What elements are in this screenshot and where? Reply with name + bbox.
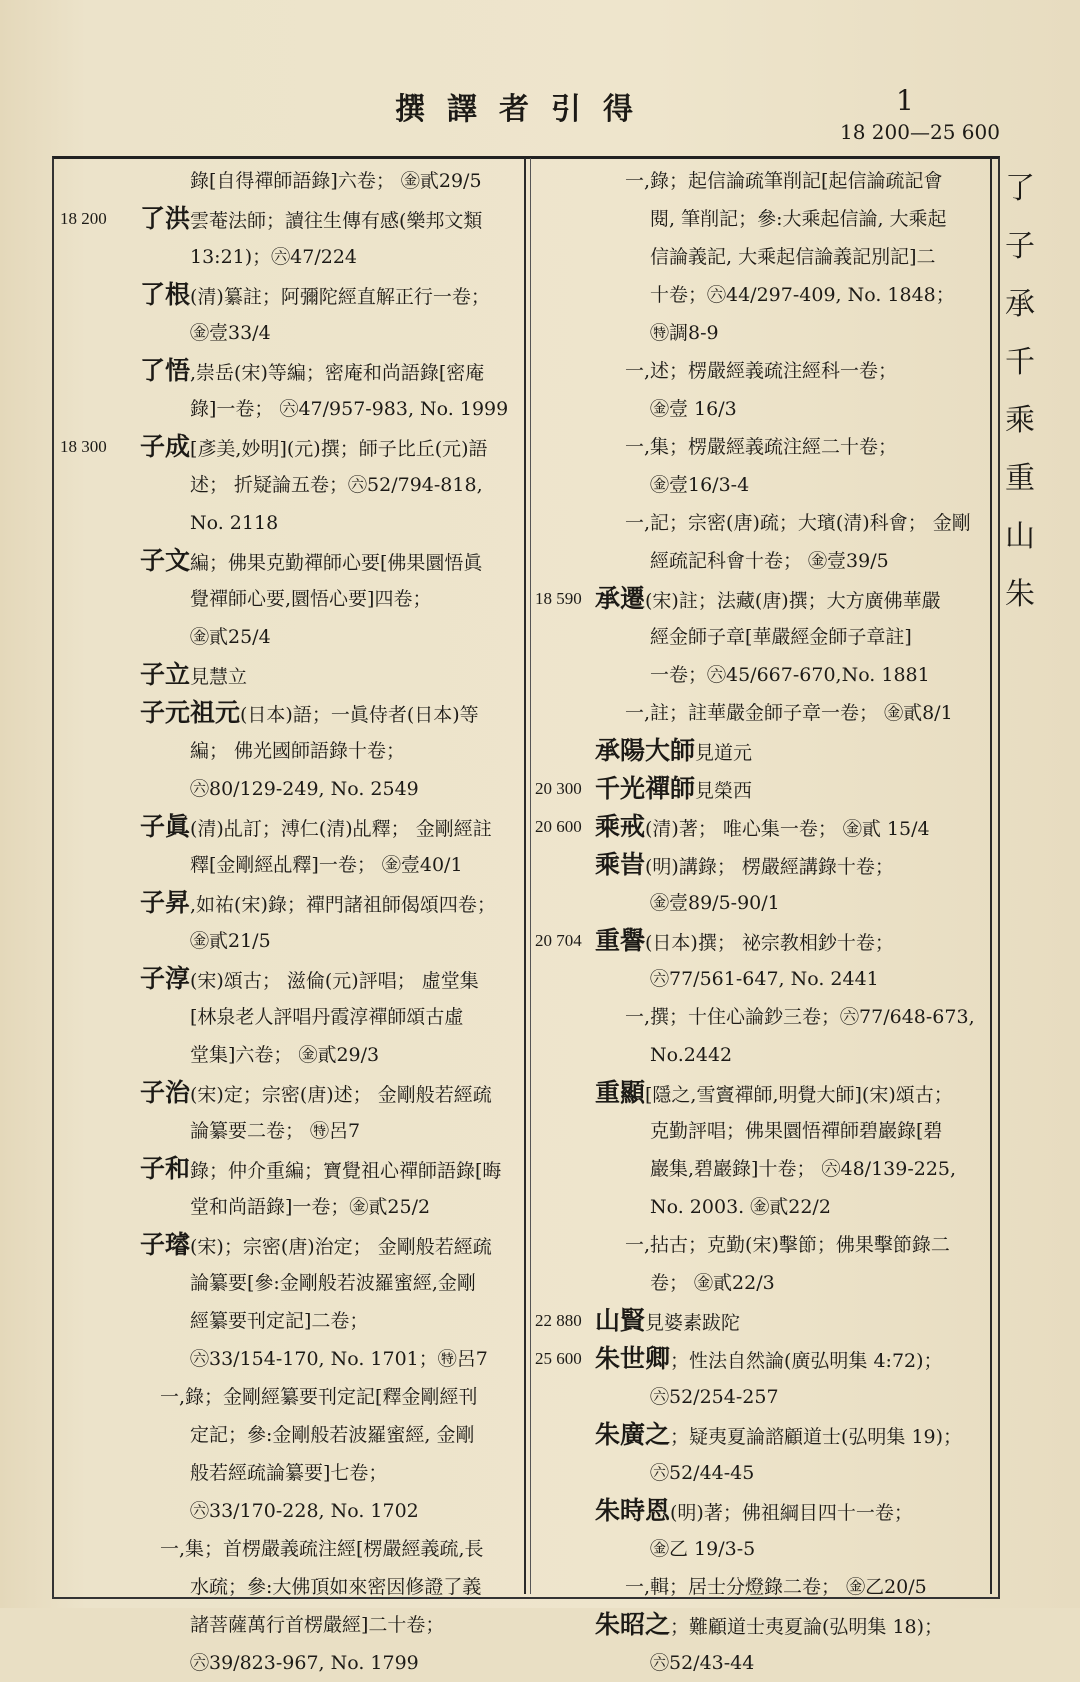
entry-body: [隱之,雪竇禪師,明覺大師](宋)頌古； — [645, 1084, 953, 1106]
index-line — [535, 200, 985, 238]
entry-body: ㊅52/254-257 — [650, 1386, 779, 1408]
index-line — [535, 998, 985, 1036]
entry-body: No. 2118 — [190, 512, 279, 534]
entry-headword: 承遷 — [595, 584, 646, 613]
entry-body: [林泉老人評唱丹霞淳禪師頌古虛 — [190, 1006, 464, 1028]
entry-body: 論纂要二卷； ㊕呂7 — [190, 1120, 361, 1142]
entry-body: 錄[自得禪師語錄]六卷； ㊎貳29/5 — [190, 170, 482, 192]
entry-text — [190, 1492, 419, 1530]
index-line — [60, 1074, 520, 1112]
entry-number: 18 590 — [535, 589, 582, 608]
index-line — [535, 732, 985, 770]
entry-headword: 子立 — [140, 660, 191, 689]
index-line — [535, 656, 985, 694]
entry-body: 見婆素跋陀 — [645, 1312, 741, 1334]
entry-text — [650, 1264, 775, 1302]
entry-text — [650, 1378, 779, 1416]
index-line — [535, 1264, 985, 1302]
entry-body: 般若經疏論纂要]七卷； — [190, 1462, 388, 1484]
entry-text — [625, 1226, 950, 1264]
entry-body: 見道元 — [695, 742, 753, 764]
entry-body: (宋)定；宗密(唐)述； 金剛般若經疏 — [190, 1084, 492, 1106]
entry-text — [190, 1568, 481, 1606]
index-line — [535, 1150, 985, 1188]
index-line — [60, 314, 520, 352]
entry-text — [190, 1112, 360, 1150]
entry-text — [190, 314, 271, 352]
index-line — [60, 390, 520, 428]
entry-text — [595, 922, 894, 962]
index-line — [60, 998, 520, 1036]
entry-body: (清)乩訂；溥仁(清)乩釋； 金剛經註 — [190, 818, 492, 840]
index-line — [60, 1264, 520, 1302]
entry-text — [650, 1188, 831, 1226]
index-line — [60, 276, 520, 314]
entry-text — [595, 732, 752, 772]
entry-body: ；難顧道士夷夏論(弘明集 18)； — [670, 1616, 944, 1638]
entry-text — [140, 960, 479, 1000]
entry-body: (明)著；佛祖綱目四十一卷； — [670, 1502, 913, 1524]
entry-body: 一,註；註華嚴金師子章一卷； ㊎貳8/1 — [625, 702, 953, 724]
index-line — [60, 200, 520, 238]
entry-text — [140, 1074, 492, 1114]
index-line — [535, 352, 985, 390]
entry-body: ；疑夷夏論諮顧道士(弘明集 19)； — [670, 1426, 963, 1448]
entry-text — [190, 1036, 379, 1074]
index-line — [535, 162, 985, 200]
entry-text — [140, 200, 482, 240]
index-line — [60, 1302, 520, 1340]
entry-text — [650, 238, 936, 276]
entry-text — [190, 390, 508, 428]
index-line — [535, 1644, 985, 1682]
index-line — [60, 504, 520, 542]
index-line — [60, 1112, 520, 1150]
entry-body: ㊎貳25/4 — [190, 626, 271, 648]
entry-text — [595, 1074, 953, 1114]
entry-text — [190, 504, 278, 542]
entry-text — [140, 656, 247, 696]
index-line — [60, 922, 520, 960]
side-index-divider — [990, 158, 992, 1594]
side-index-char: 朱 — [1005, 577, 1035, 612]
entry-body: No. 2003. ㊎貳22/2 — [650, 1196, 831, 1218]
entry-text — [190, 846, 463, 884]
entry-headword: 朱昭之 — [595, 1610, 671, 1639]
entry-headword: 重顯 — [595, 1078, 646, 1107]
entry-body: 一,輯；居士分燈錄二卷； ㊎乙20/5 — [625, 1576, 927, 1598]
entry-headword: 了洪 — [140, 204, 191, 233]
entry-text — [140, 1226, 492, 1266]
entry-headword: 重譽 — [595, 926, 646, 955]
entry-text — [595, 580, 941, 620]
entry-body: 錄]一卷； ㊅47/957-983, No. 1999 — [190, 398, 509, 420]
entry-text — [140, 1150, 501, 1190]
entry-body: ㊅77/561-647, No. 2441 — [650, 968, 879, 990]
index-line — [60, 1150, 520, 1188]
entry-body: 水疏；參:大佛頂如來密因修證了義 — [190, 1576, 482, 1598]
index-line — [60, 656, 520, 694]
entry-text — [650, 542, 889, 580]
index-line — [535, 1188, 985, 1226]
entry-body: (日本)語；一眞侍者(日本)等 — [240, 704, 479, 726]
entry-range: 18 200—25 600 — [840, 120, 1000, 144]
entry-text — [190, 238, 357, 276]
entry-text — [190, 998, 463, 1036]
entry-text — [595, 1416, 962, 1456]
entry-headword: 朱世卿 — [595, 1344, 671, 1373]
entry-text — [190, 770, 419, 808]
entry-text — [190, 162, 482, 200]
entry-body: 見慧立 — [190, 666, 248, 688]
entry-body: ,崇岳(宋)等編；密庵和尚語錄[密庵 — [190, 362, 485, 384]
entry-headword: 朱廣之 — [595, 1420, 671, 1449]
entry-headword: 乘旹 — [595, 850, 646, 879]
entry-body: ㊅52/43-44 — [650, 1652, 755, 1674]
entry-text — [650, 884, 780, 922]
entry-text — [650, 1644, 754, 1682]
entry-body: 13:21)；㊅47/224 — [190, 246, 358, 268]
entry-body: ㊅80/129-249, No. 2549 — [190, 778, 419, 800]
index-line — [60, 960, 520, 998]
right-column — [535, 162, 985, 1682]
entry-headword: 子成 — [140, 432, 191, 461]
index-line — [60, 1226, 520, 1264]
entry-text — [625, 428, 897, 466]
entry-text — [650, 960, 879, 998]
index-line — [60, 1606, 520, 1644]
entry-body: ㊎壹89/5-90/1 — [650, 892, 780, 914]
entry-text — [650, 390, 737, 428]
index-line — [60, 884, 520, 922]
entry-number: 18 200 — [60, 209, 107, 228]
index-line — [60, 162, 520, 200]
entry-headword: 子昇 — [140, 888, 191, 917]
side-index-char: 山 — [1005, 519, 1035, 554]
entry-text — [190, 922, 271, 960]
entry-text — [140, 542, 482, 582]
entry-body: (宋)頌古； 滋倫(元)評唱； 虛堂集 — [190, 970, 479, 992]
entry-text — [190, 1340, 488, 1378]
entry-body: ㊅33/154-170, No. 1701；㊕呂7 — [190, 1348, 488, 1370]
entry-text — [625, 162, 942, 200]
index-line — [535, 1492, 985, 1530]
index-line — [535, 1568, 985, 1606]
entry-body: 堂和尚語錄]一卷；㊎貳25/2 — [190, 1196, 431, 1218]
entry-text — [190, 1606, 444, 1644]
entry-body: 錄；仲介重編；寶覺祖心禪師語錄[晦 — [190, 1160, 502, 1182]
entry-body: 釋[金剛經乩釋]一卷； ㊎壹40/1 — [190, 854, 463, 876]
index-line — [535, 1340, 985, 1378]
entry-text — [650, 656, 930, 694]
entry-body: 論纂要[參:金剛般若波羅蜜經,金剛 — [190, 1272, 476, 1294]
entry-body: (宋)；宗密(唐)治定； 金剛般若經疏 — [190, 1236, 492, 1258]
index-line — [60, 1378, 520, 1416]
index-line — [535, 314, 985, 352]
index-line — [60, 1416, 520, 1454]
entry-headword: 山賢 — [595, 1306, 646, 1335]
entry-body: 卷； ㊎貳22/3 — [650, 1272, 775, 1294]
entry-text — [140, 884, 496, 924]
entry-text — [160, 1530, 484, 1568]
entry-text — [190, 1416, 474, 1454]
index-line — [60, 238, 520, 276]
side-index-char: 乘 — [1005, 403, 1035, 438]
entry-number: 18 300 — [60, 437, 107, 456]
index-line — [535, 1530, 985, 1568]
column-divider — [524, 158, 526, 1594]
entry-headword: 子眞 — [140, 812, 191, 841]
index-line — [60, 846, 520, 884]
index-line — [535, 580, 985, 618]
page-header-title: 撰譯者引得 — [395, 92, 655, 127]
entry-body: 一,記；宗密(唐)疏；大璸(清)科會； 金剛 — [625, 512, 971, 534]
entry-text — [650, 1530, 755, 1568]
entry-headword: 子元祖元 — [140, 698, 241, 727]
page-number: 1 — [896, 84, 914, 117]
entry-body: 一,集；楞嚴經義疏注經二十卷； — [625, 436, 898, 458]
index-line — [535, 884, 985, 922]
entry-text — [595, 1606, 943, 1646]
entry-headword: 子淳 — [140, 964, 191, 993]
entry-text — [595, 770, 752, 810]
entry-body: 一卷；㊅45/667-670,No. 1881 — [650, 664, 930, 686]
left-column — [60, 162, 520, 1682]
entry-text — [650, 1112, 942, 1150]
entry-text — [650, 1036, 732, 1074]
entry-headword: 子治 — [140, 1078, 191, 1107]
entry-text — [190, 1188, 430, 1226]
entry-body: ㊎貳21/5 — [190, 930, 271, 952]
entry-text — [140, 276, 490, 316]
entry-body: ㊕調8-9 — [650, 322, 719, 344]
side-index-char: 重 — [1005, 461, 1035, 496]
index-line — [60, 1644, 520, 1682]
entry-body: ㊅52/44-45 — [650, 1462, 755, 1484]
entry-body: 編；佛果克勤禪師心要[佛果圜悟眞 — [190, 552, 483, 574]
entry-headword: 千光禪師 — [595, 774, 696, 803]
entry-number: 20 300 — [535, 779, 582, 798]
entry-text — [190, 618, 271, 656]
entry-body: (宋)註；法藏(唐)撰；大方廣佛華嚴 — [645, 590, 941, 612]
entry-body: 堂集]六卷； ㊎貳29/3 — [190, 1044, 380, 1066]
entry-body: 經金師子章[華嚴經金師子章註] — [650, 626, 912, 648]
index-line — [60, 808, 520, 846]
entry-body: 閱, 筆削記；參:大乘起信論, 大乘起 — [650, 208, 947, 230]
index-line — [60, 352, 520, 390]
entry-body: ㊎乙 19/3-5 — [650, 1538, 756, 1560]
index-line — [535, 1226, 985, 1264]
index-line — [535, 1036, 985, 1074]
entry-body: ,如祐(宋)錄；禪門諸祖師偈頌四卷； — [190, 894, 496, 916]
entry-body: ㊎壹33/4 — [190, 322, 271, 344]
entry-headword: 了悟 — [140, 356, 191, 385]
entry-body: 一,述；楞嚴經義疏注經科一卷； — [625, 360, 898, 382]
index-line — [60, 694, 520, 732]
entry-text — [595, 808, 930, 848]
entry-text — [595, 846, 894, 886]
entry-body: [彥美,妙明](元)撰；師子比丘(元)語 — [190, 438, 488, 460]
index-line — [535, 390, 985, 428]
index-line — [535, 542, 985, 580]
entry-text — [625, 504, 971, 542]
side-index-char: 了 — [1005, 171, 1035, 206]
entry-text — [190, 1644, 419, 1682]
entry-text — [625, 352, 897, 390]
entry-text — [160, 1378, 477, 1416]
entry-headword: 子璿 — [140, 1230, 191, 1259]
entry-body: (清)纂註；阿彌陀經直解正行一卷； — [190, 286, 490, 308]
entry-headword: 朱時恩 — [595, 1496, 671, 1525]
index-line — [60, 1568, 520, 1606]
index-line — [535, 1112, 985, 1150]
entry-body: 克勤評唱；佛果圜悟禪師碧巖錄[碧 — [650, 1120, 943, 1142]
entry-text — [190, 1454, 387, 1492]
entry-body: 述； 折疑論五卷；㊅52/794-818, — [190, 474, 483, 496]
entry-text — [625, 694, 953, 732]
entry-text — [595, 1492, 913, 1532]
index-line — [535, 694, 985, 732]
entry-body: 一,撰；十住心論鈔三卷；㊅77/648-673, — [625, 1006, 975, 1028]
index-line — [535, 618, 985, 656]
entry-text — [650, 200, 947, 238]
index-line — [535, 922, 985, 960]
entry-headword: 承陽大師 — [595, 736, 696, 765]
entry-text — [140, 428, 488, 468]
entry-text — [190, 580, 431, 618]
index-line — [535, 466, 985, 504]
entry-text — [650, 466, 749, 504]
entry-body: ㊎壹16/3-4 — [650, 474, 750, 496]
entry-text — [625, 998, 975, 1036]
entry-body: 信論義記, 大乘起信論義記別記]二 — [650, 246, 936, 268]
index-line — [60, 1036, 520, 1074]
side-index — [1002, 160, 1038, 624]
entry-headword: 乘戒 — [595, 812, 646, 841]
index-line — [60, 770, 520, 808]
entry-body: 諸菩薩萬行首楞嚴經]二十卷； — [190, 1614, 445, 1636]
index-line — [60, 1530, 520, 1568]
entry-text — [650, 618, 912, 656]
index-line — [535, 1416, 985, 1454]
index-line — [60, 466, 520, 504]
entry-number: 20 600 — [535, 817, 582, 836]
index-line — [60, 428, 520, 466]
entry-text — [190, 466, 483, 504]
entry-text — [190, 1264, 476, 1302]
entry-body: ㊎壹 16/3 — [650, 398, 737, 420]
entry-body: (清)著； 唯心集一卷； ㊎貳 15/4 — [645, 818, 930, 840]
entry-text — [140, 808, 492, 848]
entry-text — [650, 1150, 956, 1188]
index-line — [535, 276, 985, 314]
index-line — [60, 618, 520, 656]
column-divider-thin — [530, 158, 531, 1594]
entry-text — [650, 276, 955, 314]
entry-headword: 子文 — [140, 546, 191, 575]
entry-text — [140, 352, 484, 392]
entry-body: 覺禪師心要,圜悟心要]四卷； — [190, 588, 432, 610]
entry-body: 經疏記科會十卷； ㊎壹39/5 — [650, 550, 889, 572]
index-line — [60, 580, 520, 618]
index-line — [60, 1188, 520, 1226]
side-index-char: 承 — [1005, 287, 1035, 322]
entry-text — [190, 732, 405, 770]
index-line — [535, 1454, 985, 1492]
entry-headword: 子和 — [140, 1154, 191, 1183]
entry-text — [650, 1454, 754, 1492]
entry-body: (明)講錄； 楞嚴經講錄十卷； — [645, 856, 894, 878]
index-line — [535, 504, 985, 542]
index-line — [60, 1340, 520, 1378]
index-line — [535, 1378, 985, 1416]
entry-body: (日本)撰； 祕宗教相鈔十卷； — [645, 932, 894, 954]
entry-body: ㊅33/170-228, No. 1702 — [190, 1500, 419, 1522]
entry-body: 編； 佛光國師語錄十卷； — [190, 740, 406, 762]
entry-body: No.2442 — [650, 1044, 733, 1066]
entry-headword: 了根 — [140, 280, 191, 309]
entry-body: ；性法自然論(廣弘明集 4:72)； — [670, 1350, 943, 1372]
entry-text — [625, 1568, 927, 1606]
side-index-char: 子 — [1005, 229, 1035, 264]
entry-text — [595, 1302, 740, 1342]
entry-body: 見榮西 — [695, 780, 753, 802]
entry-body: 一,錄；金剛經纂要刊定記[釋金剛經刊 — [160, 1386, 478, 1408]
index-line — [535, 1302, 985, 1340]
index-line — [535, 428, 985, 466]
entry-body: 一,拈古；克勤(宋)擊節；佛果擊節錄二 — [625, 1234, 950, 1256]
entry-number: 22 880 — [535, 1311, 582, 1330]
entry-body: 雲菴法師；讀往生傳有感(樂邦文類 — [190, 210, 483, 232]
entry-body: ㊅39/823-967, No. 1799 — [190, 1652, 419, 1674]
index-line — [535, 808, 985, 846]
index-line — [535, 1074, 985, 1112]
entry-text — [140, 694, 479, 734]
entry-body: 巖集,碧巖錄]十卷； ㊅48/139-225, — [650, 1158, 957, 1180]
entry-text — [650, 314, 719, 352]
index-line — [535, 1606, 985, 1644]
index-line — [535, 846, 985, 884]
index-line — [60, 542, 520, 580]
entry-text — [190, 1302, 368, 1340]
entry-body: 一,錄；起信論疏筆削記[起信論疏記會 — [625, 170, 943, 192]
entry-body: 一,集；首楞嚴義疏注經[楞嚴經義疏,長 — [160, 1538, 484, 1560]
index-line — [60, 1492, 520, 1530]
entry-body: 經纂要刊定記]二卷； — [190, 1310, 369, 1332]
index-line — [60, 732, 520, 770]
index-line — [535, 770, 985, 808]
index-line — [535, 238, 985, 276]
index-line — [535, 960, 985, 998]
index-line — [60, 1454, 520, 1492]
entry-number: 20 704 — [535, 931, 582, 950]
entry-body: 十卷；㊅44/297-409, No. 1848； — [650, 284, 955, 306]
side-index-char: 千 — [1005, 345, 1035, 380]
entry-text — [595, 1340, 943, 1380]
entry-body: 定記；參:金剛般若波羅蜜經, 金剛 — [190, 1424, 475, 1446]
entry-number: 25 600 — [535, 1349, 582, 1368]
